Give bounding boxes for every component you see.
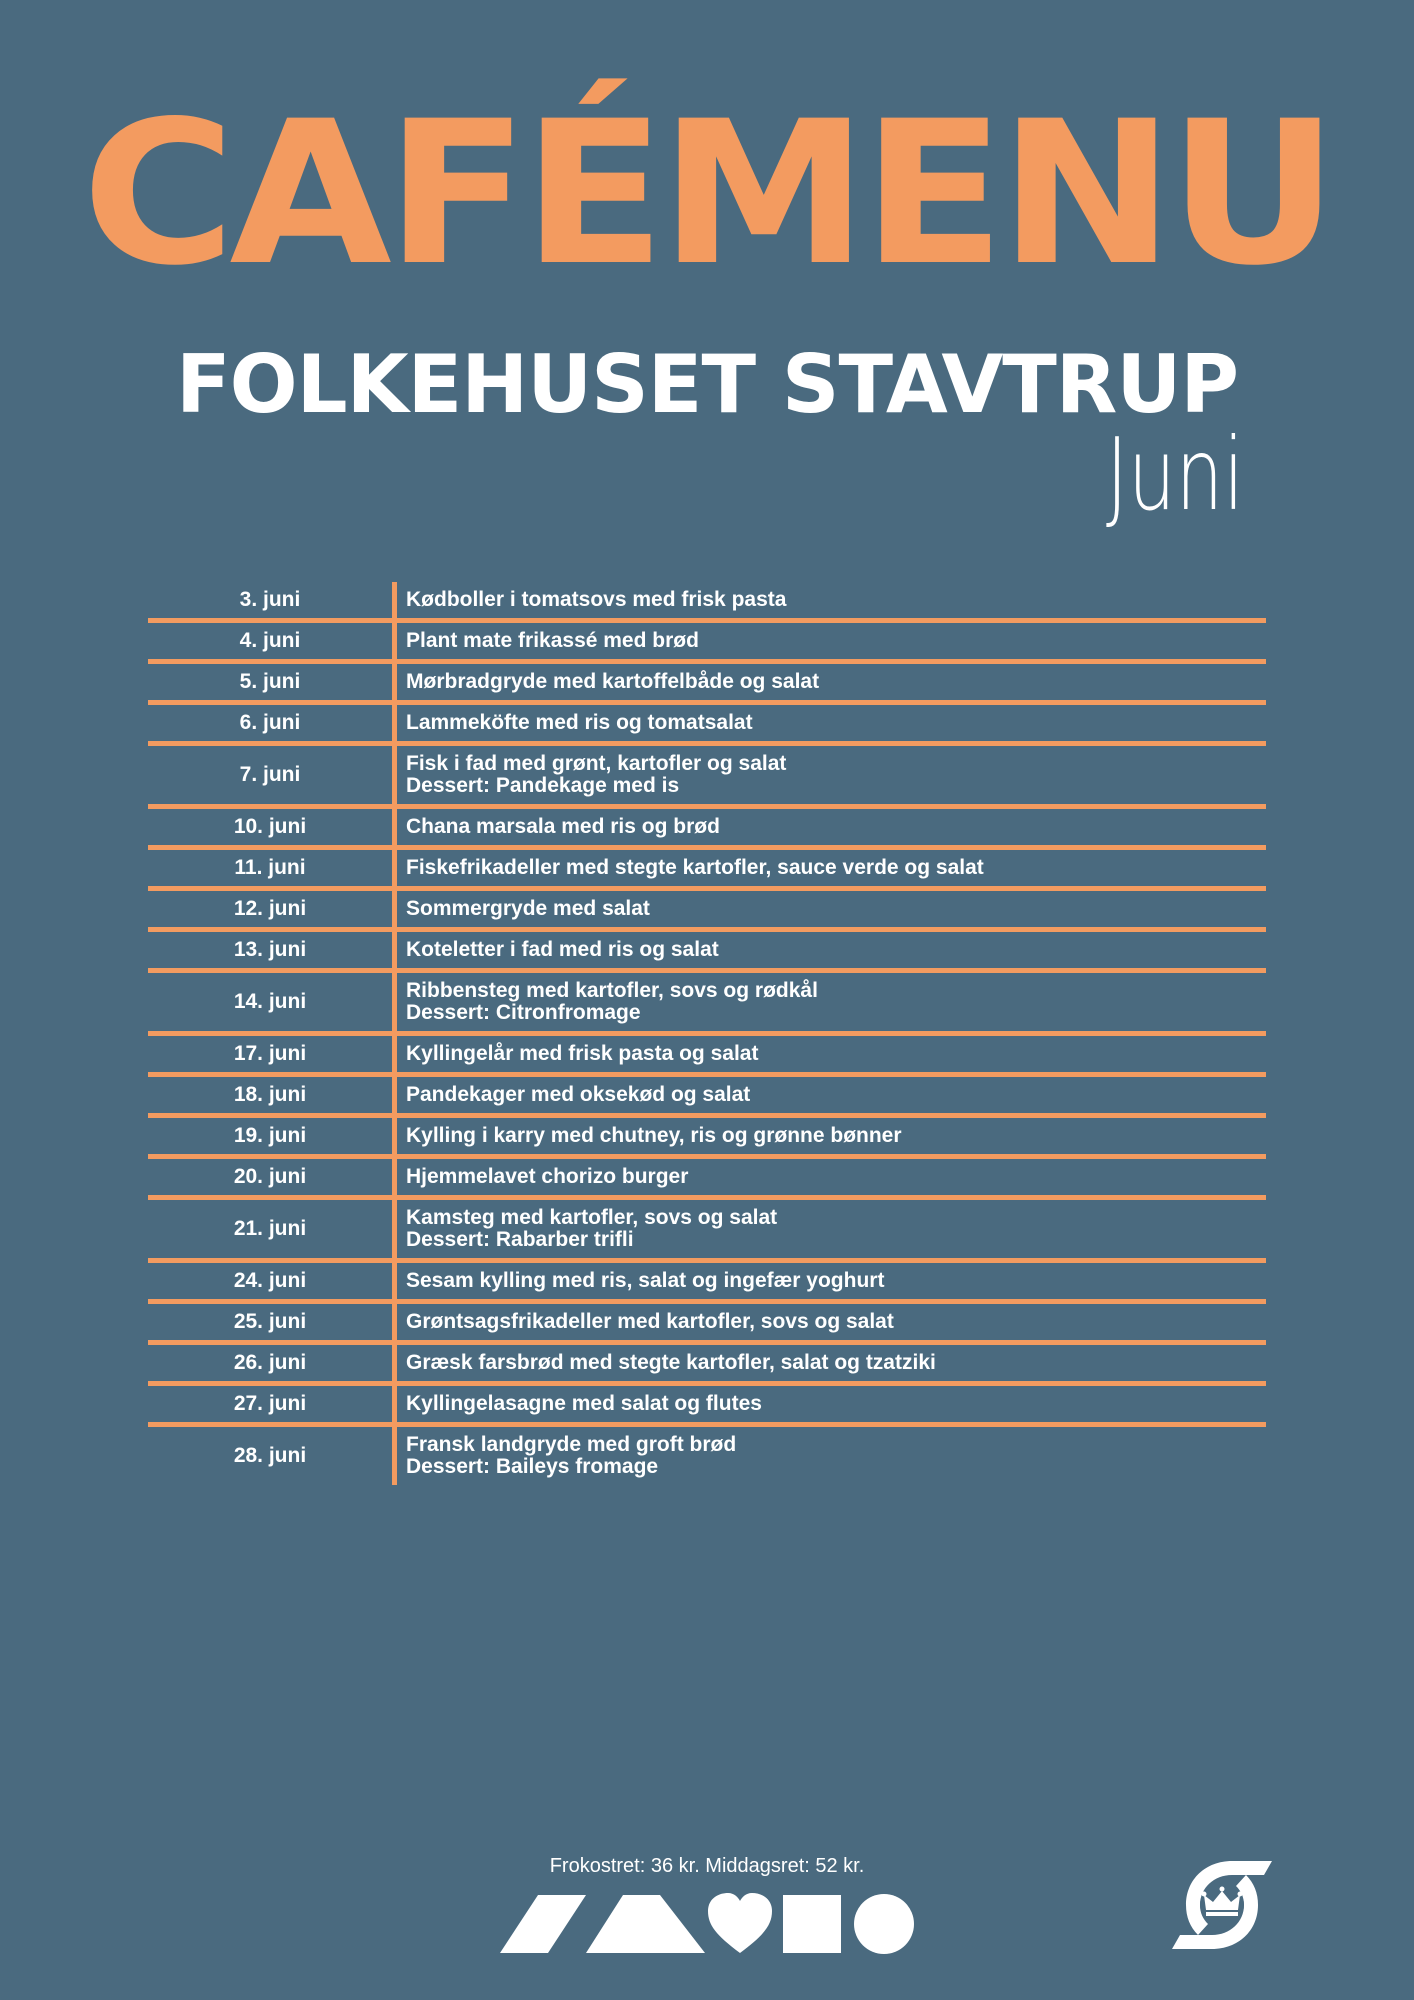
menu-row	[148, 1077, 1266, 1118]
menu-dish-cell	[397, 623, 1266, 659]
menu-dish: Koteletter i fad med ris og salat	[406, 938, 719, 961]
menu-row	[148, 1036, 1266, 1077]
menu-date: 25. juni	[148, 1304, 397, 1340]
menu-row	[148, 705, 1266, 746]
menu-dish: Mørbradgryde med kartoffelbåde og salat	[406, 670, 820, 693]
menu-dish-cell	[397, 1386, 1266, 1422]
menu-dish-cell	[397, 1345, 1266, 1381]
menu-dish: Plant mate frikassé med brød	[406, 629, 699, 652]
menu-date: 10. juni	[148, 809, 397, 845]
menu-dish: Ribbensteg med kartofler, sovs og rødkål	[406, 979, 818, 1002]
menu-dish: Sommergryde med salat	[406, 897, 650, 920]
menu-row	[148, 1159, 1266, 1200]
menu-dish-cell	[397, 1036, 1266, 1072]
menu-dessert: Dessert: Pandekage med is	[406, 774, 680, 797]
menu-row	[148, 809, 1266, 850]
menu-dish-cell	[397, 809, 1266, 845]
menu-date: 21. juni	[148, 1200, 397, 1258]
menu-dish: Chana marsala med ris og brød	[406, 815, 720, 838]
menu-row	[148, 1304, 1266, 1345]
menu-row	[148, 932, 1266, 973]
price-info: Frokostret: 36 kr. Middagsret: 52 kr.	[549, 1855, 865, 1877]
menu-date: 4. juni	[148, 623, 397, 659]
menu-date: 24. juni	[148, 1263, 397, 1299]
menu-dish-cell	[397, 932, 1266, 968]
menu-dish: Pandekager med oksekød og salat	[406, 1083, 751, 1106]
menu-dish: Græsk farsbrød med stegte kartofler, salat og tzatziki	[406, 1351, 936, 1374]
menu-dish-cell	[397, 1263, 1266, 1299]
menu-date: 14. juni	[148, 973, 397, 1031]
menu-date: 3. juni	[148, 582, 397, 618]
menu-row	[148, 1386, 1266, 1427]
menu-row	[148, 746, 1266, 809]
menu-dish-cell	[397, 582, 1266, 618]
menu-dish: Fiskefrikadeller med stegte kartofler, sauce verde og salat	[406, 856, 984, 879]
menu-dish-cell	[397, 850, 1266, 886]
menu-row	[148, 850, 1266, 891]
menu-dish: Kamsteg med kartofler, sovs og salat	[406, 1206, 778, 1229]
menu-dish-cell	[397, 1304, 1266, 1340]
menu-dessert: Dessert: Citronfromage	[406, 1001, 641, 1024]
menu-table	[148, 582, 1266, 1485]
menu-row	[148, 973, 1266, 1036]
menu-dish: Grøntsagsfrikadeller med kartofler, sovs og salat	[406, 1310, 894, 1333]
menu-dish: Fransk landgryde med groft brød	[406, 1433, 737, 1456]
menu-date: 27. juni	[148, 1386, 397, 1422]
menu-date: 12. juni	[148, 891, 397, 927]
menu-dish: Sesam kylling med ris, salat og ingefær yoghurt	[406, 1269, 885, 1292]
menu-dish-cell	[397, 705, 1266, 741]
month-label: Juni	[1105, 416, 1244, 533]
menu-date: 11. juni	[148, 850, 397, 886]
menu-dish-cell	[397, 1159, 1266, 1195]
menu-dish-cell	[397, 891, 1266, 927]
menu-row	[148, 1200, 1266, 1263]
menu-row	[148, 1263, 1266, 1304]
menu-row	[148, 1345, 1266, 1386]
menu-row	[148, 1427, 1266, 1485]
menu-dish-cell	[397, 746, 1266, 804]
menu-date: 20. juni	[148, 1159, 397, 1195]
menu-dish-cell	[397, 664, 1266, 700]
menu-dish: Kylling i karry med chutney, ris og grønne bønner	[406, 1124, 902, 1147]
menu-dish-cell	[397, 1200, 1266, 1258]
menu-row	[148, 623, 1266, 664]
menu-dessert: Dessert: Baileys fromage	[406, 1455, 659, 1478]
menu-row	[148, 1118, 1266, 1159]
menu-row	[148, 664, 1266, 705]
menu-date: 5. juni	[148, 664, 397, 700]
venue-name: FOLKEHUSET STAVTRUP	[175, 338, 1238, 431]
page-title: CAFÉMENU	[81, 78, 1333, 309]
menu-date: 17. juni	[148, 1036, 397, 1072]
menu-row	[148, 582, 1266, 623]
organic-label-icon	[1168, 1855, 1276, 1960]
menu-date: 19. juni	[148, 1118, 397, 1154]
geometric-shapes-icon	[500, 1893, 916, 1960]
menu-dish-cell	[397, 973, 1266, 1031]
menu-dish-cell	[397, 1427, 1266, 1485]
menu-date: 26. juni	[148, 1345, 397, 1381]
menu-date: 7. juni	[148, 746, 397, 804]
menu-dish: Lammeköfte med ris og tomatsalat	[406, 711, 753, 734]
menu-dish: Fisk i fad med grønt, kartofler og salat	[406, 752, 787, 775]
menu-dish: Kyllingelasagne med salat og flutes	[406, 1392, 762, 1415]
menu-dish-cell	[397, 1077, 1266, 1113]
menu-dish: Kyllingelår med frisk pasta og salat	[406, 1042, 759, 1065]
menu-date: 6. juni	[148, 705, 397, 741]
menu-row	[148, 891, 1266, 932]
menu-dish: Kødboller i tomatsovs med frisk pasta	[406, 588, 787, 611]
menu-date: 18. juni	[148, 1077, 397, 1113]
menu-date: 13. juni	[148, 932, 397, 968]
menu-dish: Hjemmelavet chorizo burger	[406, 1165, 689, 1188]
menu-date: 28. juni	[148, 1427, 397, 1485]
menu-dish-cell	[397, 1118, 1266, 1154]
menu-dessert: Dessert: Rabarber trifli	[406, 1228, 634, 1251]
